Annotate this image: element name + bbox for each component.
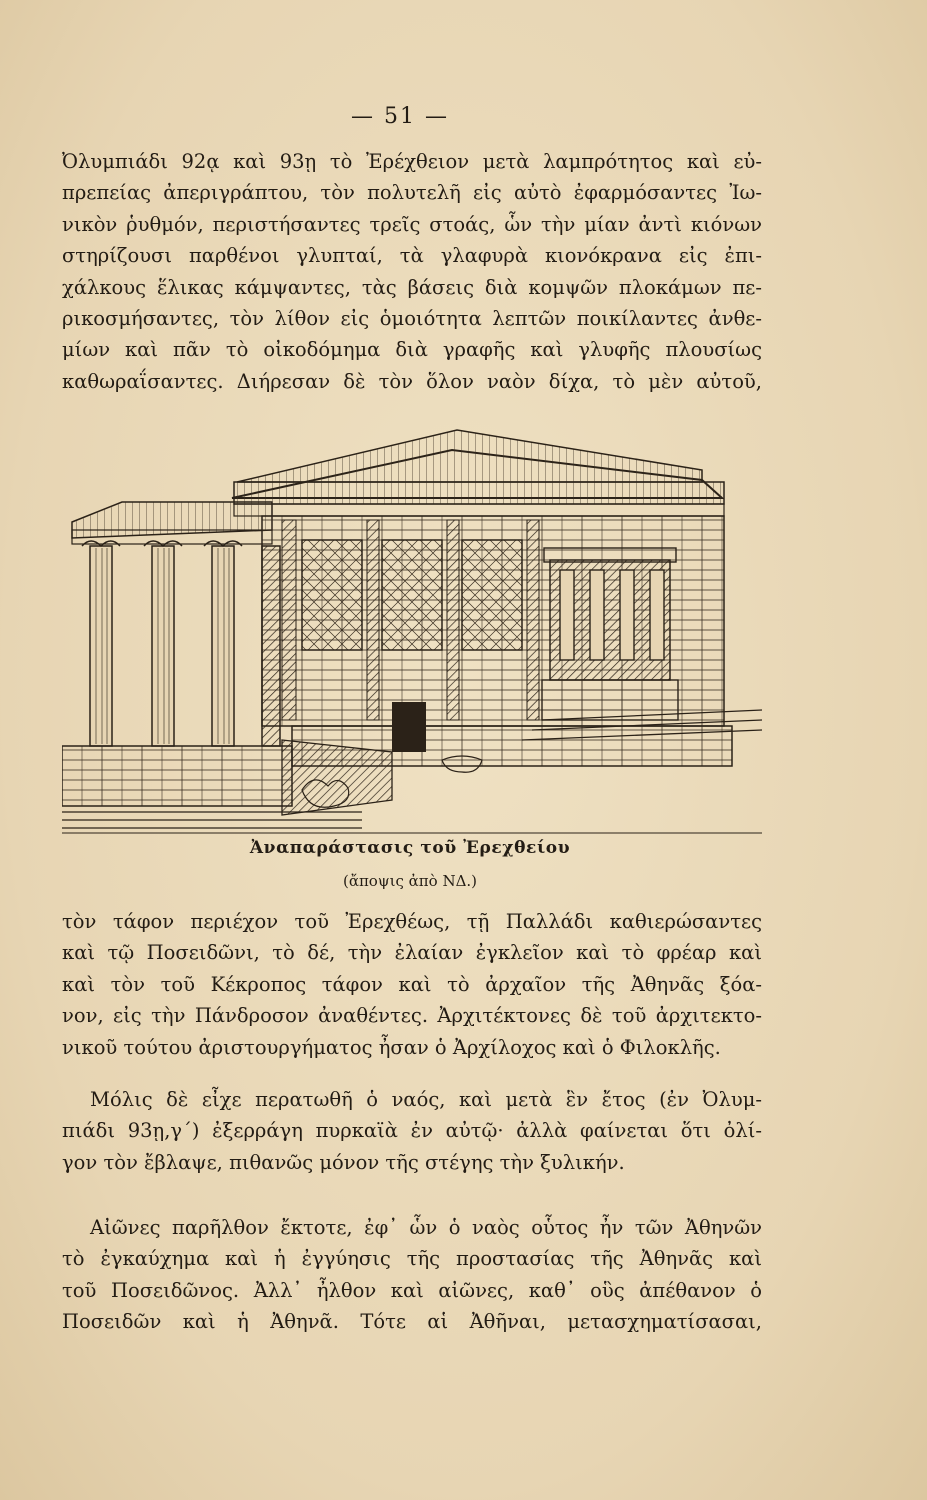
paragraph-4: [62, 1212, 762, 1338]
text-line: νον, εἰς τὴν Πάνδροσον ἀναθέντες. Ἀρχιτέκτονες δὲ τοῦ ἀρχιτεκτο-: [62, 1004, 762, 1028]
page-number: — 51 —: [351, 104, 449, 129]
text-line: μίων καὶ πᾶν τὸ οἰκοδόμημα διὰ γραφῆς καὶ γλυφῆς πλουσίως: [62, 338, 762, 362]
erechtheion-illustration: [62, 420, 762, 835]
text-line: ρικοσμήσαντες, τὸν λίθον εἰς ὁμοιότητα λεπτῶν ποικίλαντες ἀνθε-: [62, 307, 762, 331]
text-line: νικὸν ῥυθμόν, περιστήσαντες τρεῖς στοάς, ὧν τὴν μίαν ἀντὶ κιόνων: [62, 212, 762, 236]
text-line: Μόλις δὲ εἶχε περατωθῆ ὁ ναός, καὶ μετὰ ἓν ἔτος (ἐν Ὀλυμ-: [90, 1088, 762, 1111]
paragraph-3: [62, 1084, 762, 1178]
text-line: νικοῦ τούτου ἀριστουργήματος ἦσαν ὁ Ἀρχίλοχος καὶ ὁ Φιλοκλῆς.: [62, 1035, 721, 1059]
text-line: τὸν τάφον περιέχον τοῦ Ἐρεχθέως, τῇ Παλλάδι καθιερώσαντες: [62, 910, 762, 933]
text-line: τὸ ἐγκαύχημα καὶ ἡ ἐγγύησις τῆς προστασίας τῆς Ἀθηνᾶς καὶ: [62, 1247, 762, 1271]
text-line: γον τὸν ἔβλαψε, πιθανῶς μόνον τῆς στέγης τὴν ξυλικήν.: [62, 1150, 625, 1174]
figure-subcaption: (ἄποψις ἀπὸ ΝΔ.): [342, 872, 478, 890]
text-line: πιάδι 93ῃ,γ΄) ἐξερράγη πυρκαϊὰ ἐν αὐτῷ· ἀλλὰ φαίνεται ὅτι ὀλί-: [62, 1119, 762, 1143]
paragraph-1: [62, 146, 762, 397]
text-line: καὶ τῷ Ποσειδῶνι, τὸ δέ, τὴν ἐλαίαν ἐγκλεῖον καὶ τὸ φρέαρ καὶ: [62, 941, 762, 965]
text-line: καὶ τὸν τοῦ Κέκροπος τάφον καὶ τὸ ἀρχαῖον τῆς Ἀθηνᾶς ξόα-: [62, 972, 762, 996]
figure-caption: Ἀναπαράστασις τοῦ Ἐρεχθείου: [249, 838, 571, 858]
text-line: πρεπείας ἀπεριγράπτου, τὸν πολυτελῆ εἰς αὐτὸ ἐφαρμόσαντες Ἰω-: [62, 181, 762, 205]
text-line: καθωραΐσαντες. Διήρεσαν δὲ τὸν ὅλον ναὸν δίχα, τὸ μὲν αὐτοῦ,: [62, 369, 762, 393]
text-line: Αἰῶνες παρῆλθον ἔκτοτε, ἐφ᾽ ὧν ὁ ναὸς οὗτος ἦν τῶν Ἀθηνῶν: [90, 1216, 762, 1239]
paragraph-2: [62, 906, 762, 1063]
text-line: Ὀλυμπιάδι 92ᾳ καὶ 93ῃ τὸ Ἐρέχθειον μετὰ λαμπρότητος καὶ εὐ-: [62, 150, 762, 173]
text-line: τοῦ Ποσειδῶνος. Ἀλλ᾽ ἦλθον καὶ αἰῶνες, καθ᾽ οὓς ἀπέθανον ὁ: [62, 1278, 762, 1302]
text-line: Ποσειδῶν καὶ ἡ Ἀθηνᾶ. Τότε αἱ Ἀθῆναι, μετασχηματίσασαι,: [62, 1310, 762, 1334]
text-line: στηρίζουσι παρθένοι γλυπταί, τὰ γλαφυρὰ κιονόκρανα εἰς ἐπι-: [62, 244, 762, 268]
text-line: χάλκους ἕλικας κάμψαντες, τὰς βάσεις διὰ κομψῶν πλοκάμων πε-: [62, 275, 762, 299]
